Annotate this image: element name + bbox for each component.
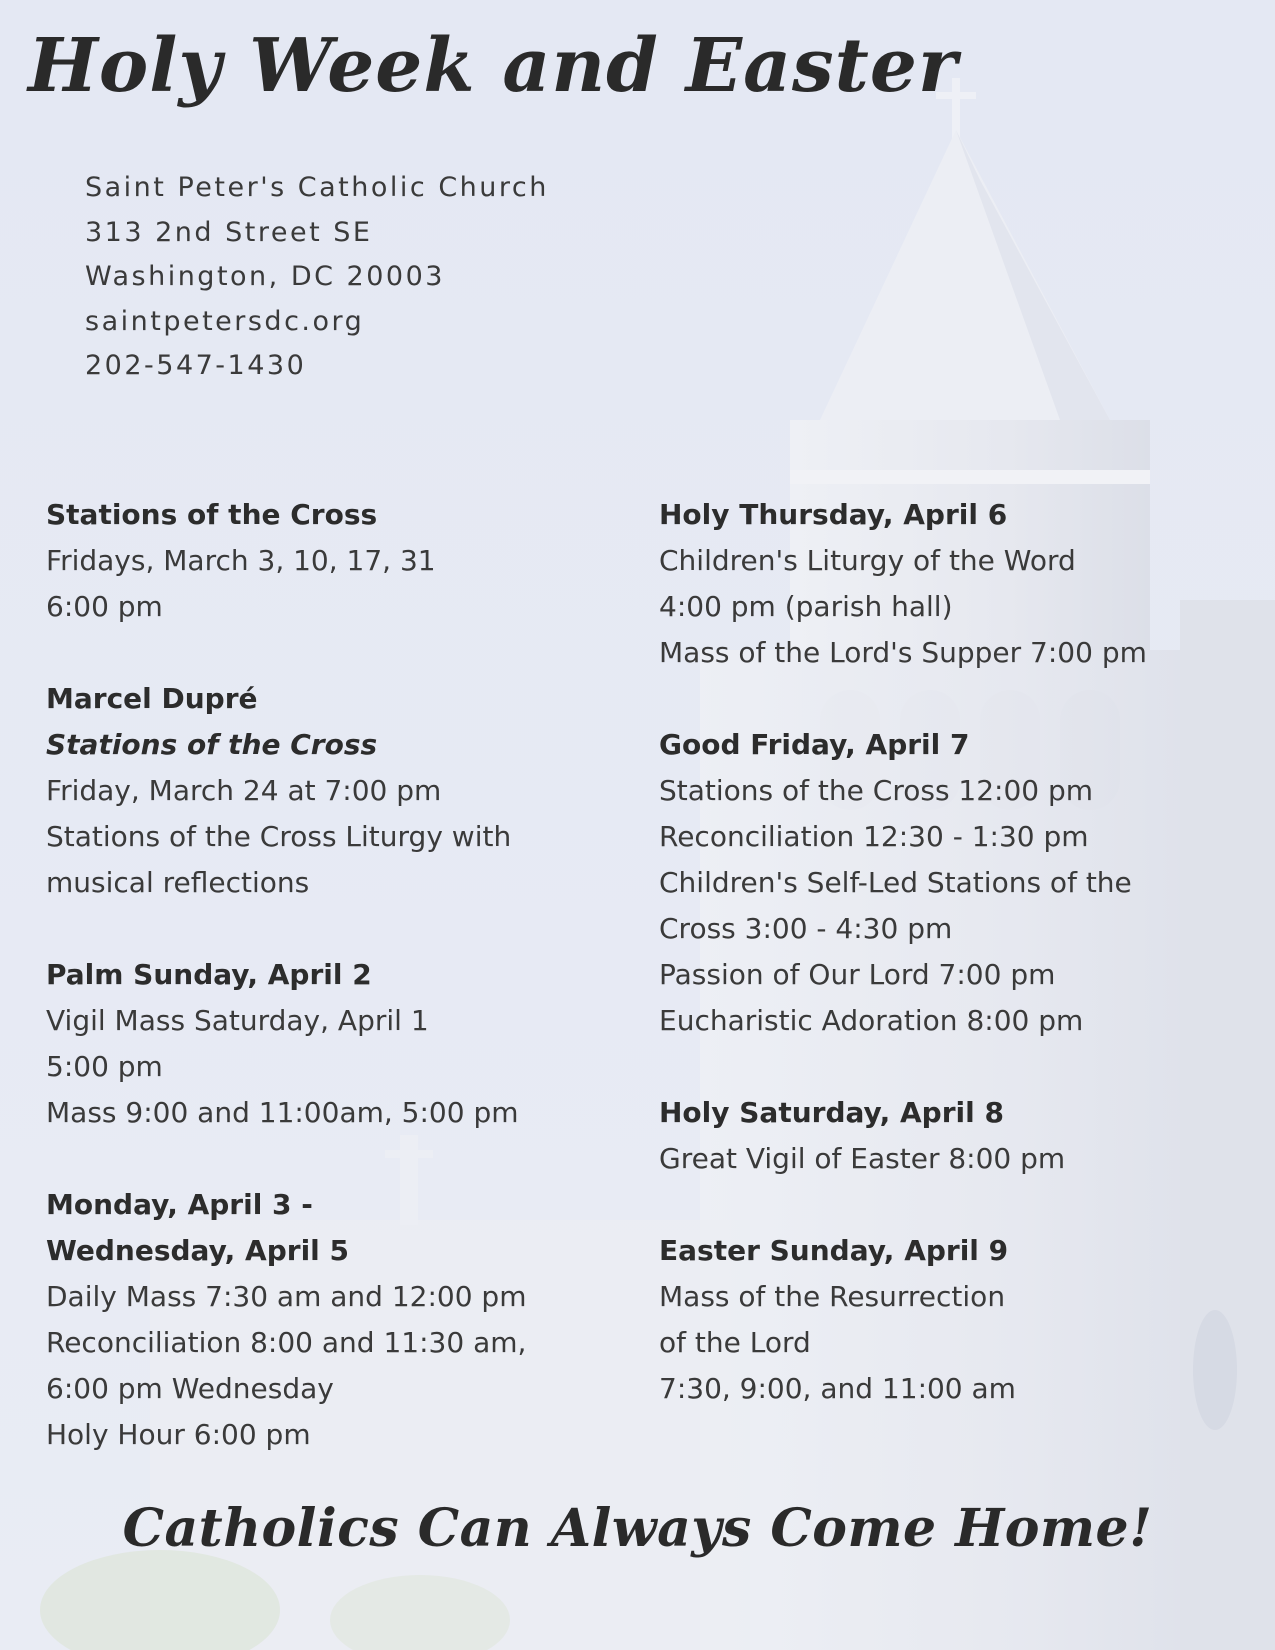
section-line: 4:00 pm (parish hall) bbox=[659, 590, 953, 623]
schedule-left-column bbox=[46, 492, 606, 1504]
section-line: Eucharistic Adoration 8:00 pm bbox=[659, 1004, 1084, 1037]
section-line: Cross 3:00 - 4:30 pm bbox=[659, 912, 953, 945]
section-heading: Palm Sunday, April 2 bbox=[46, 958, 372, 991]
section-heading: Good Friday, April 7 bbox=[659, 728, 970, 761]
section-subheading: Stations of the Cross bbox=[46, 728, 378, 761]
section-line: Daily Mass 7:30 am and 12:00 pm bbox=[46, 1280, 527, 1313]
schedule-section-good-friday bbox=[659, 722, 1269, 1044]
schedule-section-holy-thursday bbox=[659, 492, 1269, 676]
section-line: 6:00 pm Wednesday bbox=[46, 1372, 334, 1405]
section-line: Children's Self-Led Stations of the bbox=[659, 866, 1132, 899]
phone-number: 202-547-1430 bbox=[85, 350, 307, 381]
section-line: 5:00 pm bbox=[46, 1050, 163, 1083]
section-line: 6:00 pm bbox=[46, 590, 163, 623]
schedule-right-column bbox=[659, 492, 1269, 1458]
section-line: of the Lord bbox=[659, 1326, 811, 1359]
section-line: musical reflections bbox=[46, 866, 310, 899]
footer-tagline: Catholics Can Always Come Home! bbox=[122, 1498, 1153, 1559]
website-link[interactable]: saintpetersdc.org bbox=[85, 305, 365, 337]
schedule-section-dupre bbox=[46, 676, 606, 906]
schedule-section-easter-sunday bbox=[659, 1228, 1269, 1412]
section-line: Mass 9:00 and 11:00am, 5:00 pm bbox=[46, 1096, 519, 1129]
section-line: Stations of the Cross 12:00 pm bbox=[659, 774, 1094, 807]
street-address: 313 2nd Street SE bbox=[85, 216, 373, 248]
section-line: Vigil Mass Saturday, April 1 bbox=[46, 1004, 429, 1037]
section-line: Great Vigil of Easter 8:00 pm bbox=[659, 1142, 1066, 1175]
schedule-section-monday-wednesday bbox=[46, 1182, 606, 1458]
church-address bbox=[85, 166, 549, 389]
church-name: Saint Peter's Catholic Church bbox=[85, 172, 549, 203]
city-state-zip: Washington, DC 20003 bbox=[85, 261, 445, 292]
schedule-section-palm-sunday bbox=[46, 952, 606, 1136]
section-line: Friday, March 24 at 7:00 pm bbox=[46, 774, 442, 807]
section-line: Reconciliation 8:00 and 11:30 am, bbox=[46, 1326, 527, 1359]
section-line: Passion of Our Lord 7:00 pm bbox=[659, 958, 1056, 991]
section-line: Fridays, March 3, 10, 17, 31 bbox=[46, 544, 436, 577]
section-heading: Easter Sunday, April 9 bbox=[659, 1234, 1009, 1267]
section-heading: Holy Thursday, April 6 bbox=[659, 498, 1008, 531]
schedule-section-holy-saturday bbox=[659, 1090, 1269, 1182]
section-line: Reconciliation 12:30 - 1:30 pm bbox=[659, 820, 1089, 853]
page-title: Holy Week and Easter bbox=[28, 23, 958, 109]
section-line: Mass of the Resurrection bbox=[659, 1280, 1006, 1313]
section-heading: Monday, April 3 - bbox=[46, 1188, 313, 1221]
section-heading: Holy Saturday, April 8 bbox=[659, 1096, 1004, 1129]
section-line: 7:30, 9:00, and 11:00 am bbox=[659, 1372, 1016, 1405]
schedule-section-stations bbox=[46, 492, 606, 630]
section-line: Children's Liturgy of the Word bbox=[659, 544, 1076, 577]
section-line: Holy Hour 6:00 pm bbox=[46, 1418, 311, 1451]
section-line: Stations of the Cross Liturgy with bbox=[46, 820, 512, 853]
section-heading: Marcel Dupré bbox=[46, 682, 258, 715]
section-heading-continued: Wednesday, April 5 bbox=[46, 1234, 349, 1267]
section-heading: Stations of the Cross bbox=[46, 498, 378, 531]
section-line: Mass of the Lord's Supper 7:00 pm bbox=[659, 636, 1147, 669]
